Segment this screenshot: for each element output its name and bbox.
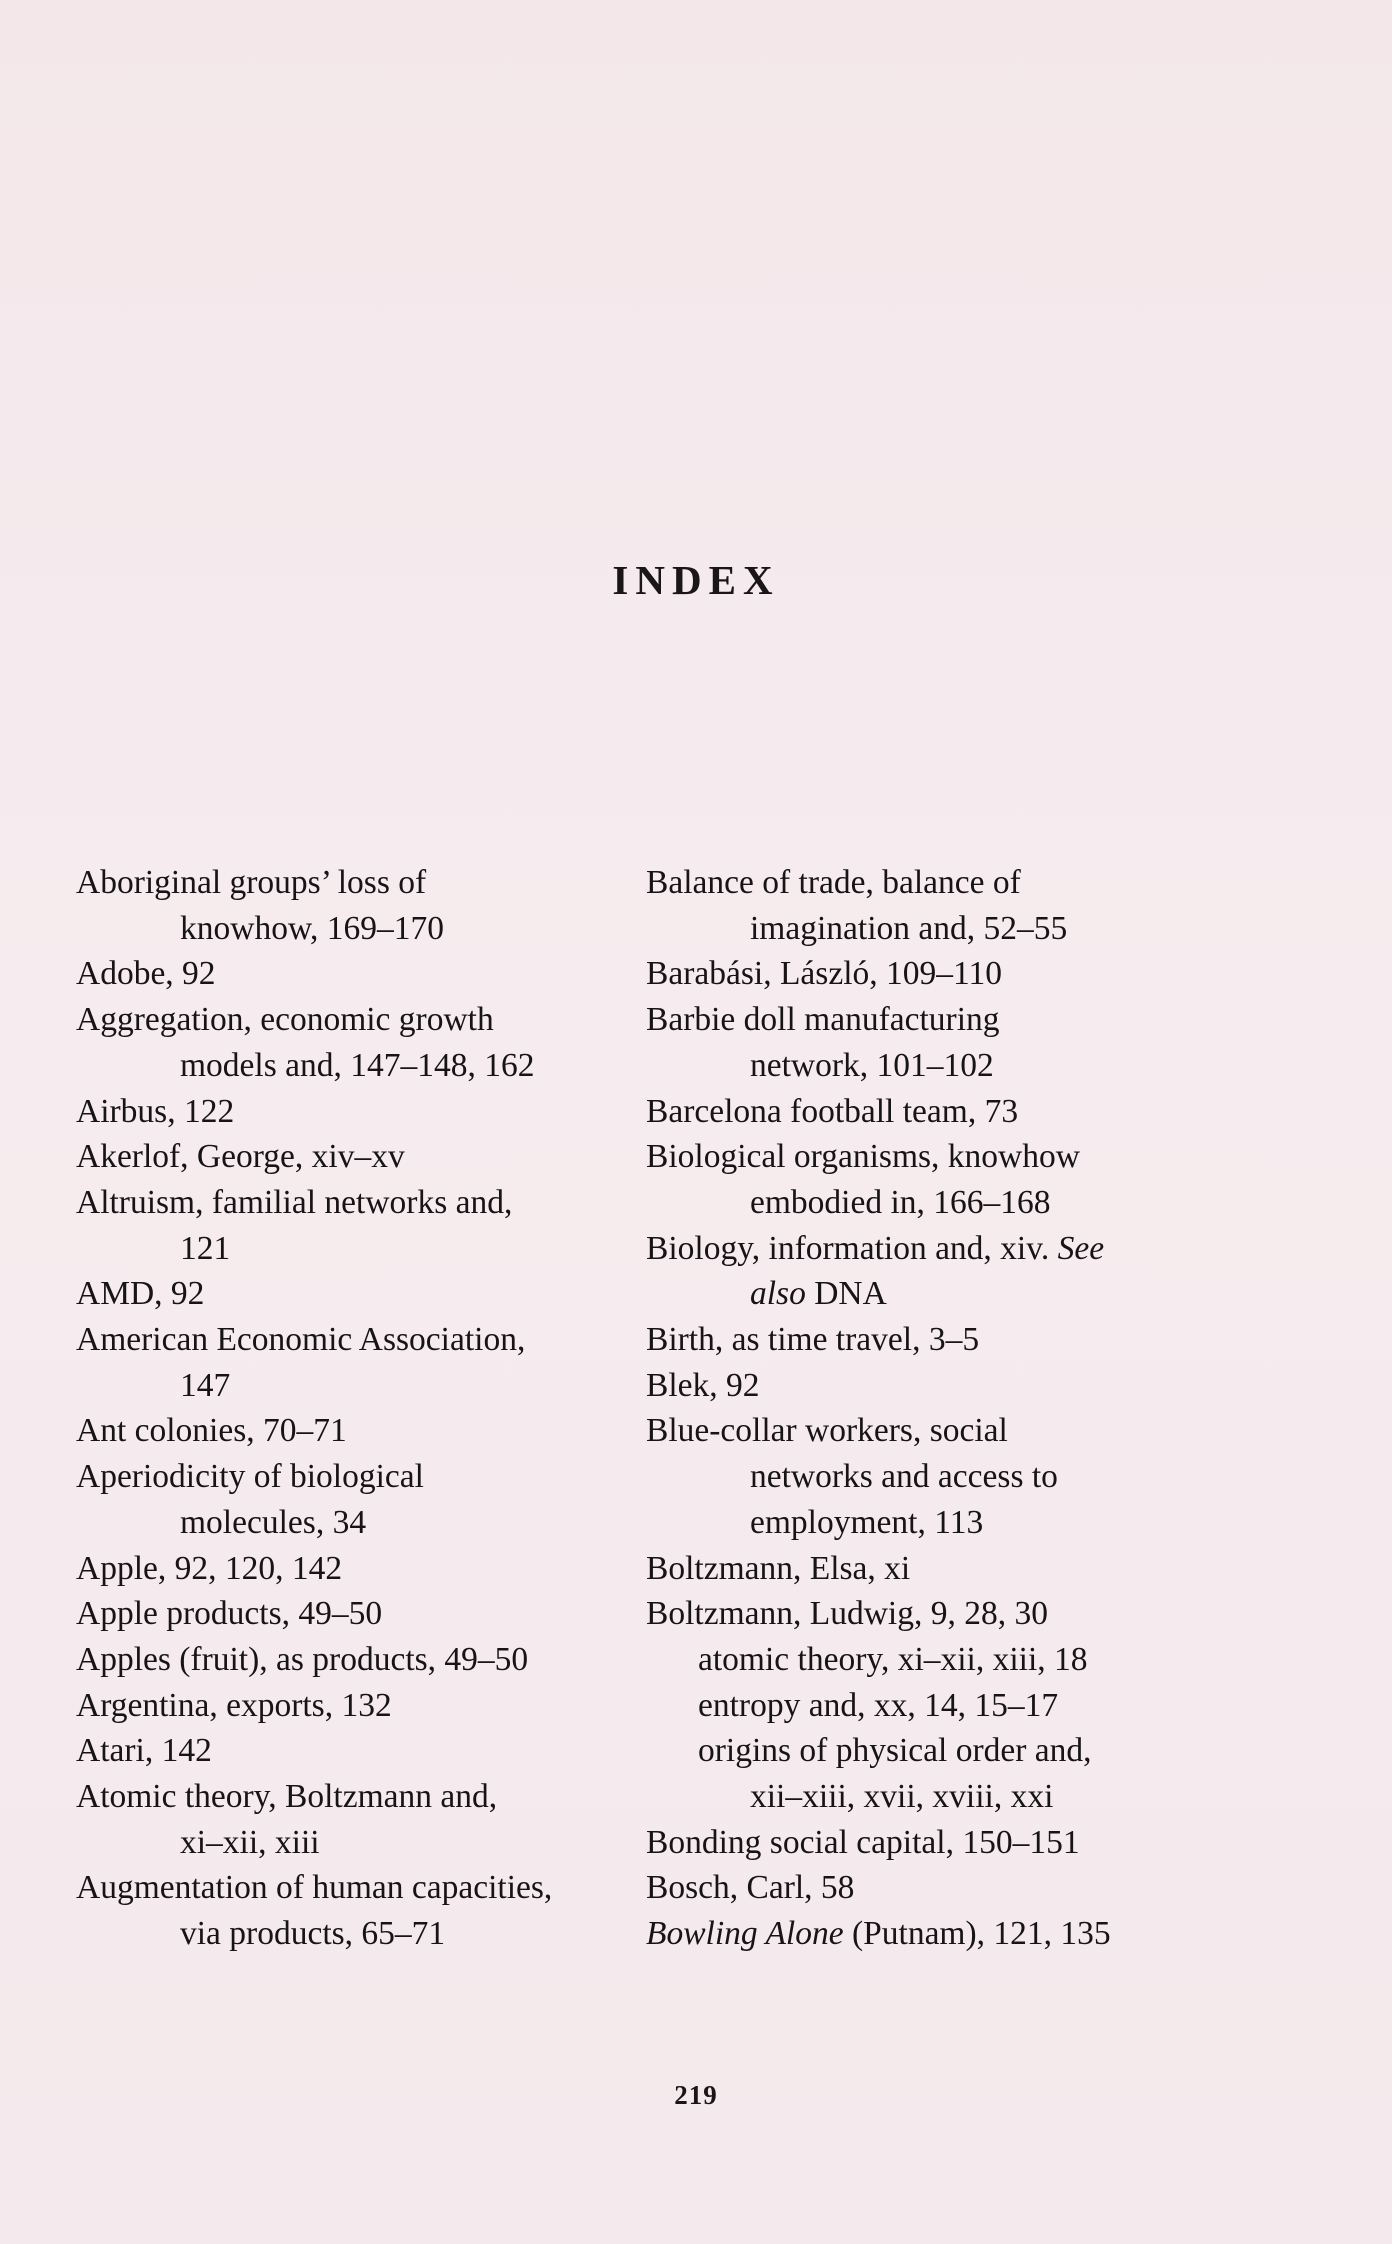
entry-text: Biological organisms, knowhow — [646, 1138, 1080, 1176]
entry-text: Adobe, 92 — [76, 955, 216, 993]
entry-text: Apple, 92, 120, 142 — [76, 1549, 343, 1587]
book-title: Bowling Alone — [646, 1915, 844, 1953]
index-entry — [646, 1089, 1166, 1135]
index-entry — [646, 1911, 1166, 1957]
entry-text: Blue-collar workers, social — [646, 1412, 1008, 1450]
entry-text: Apple products, 49–50 — [76, 1595, 383, 1633]
index-entry — [76, 1408, 646, 1454]
entry-text: employment, 113 — [750, 1503, 984, 1541]
index-subentry — [646, 1683, 1166, 1729]
index-column-left — [76, 860, 646, 1957]
entry-text: molecules, 34 — [180, 1503, 367, 1541]
index-entry — [76, 1454, 646, 1545]
index-column-right — [646, 860, 1166, 1957]
index-entry — [646, 1865, 1166, 1911]
entry-text: Altruism, familial networks and, — [76, 1183, 513, 1221]
index-subentry — [646, 1728, 1166, 1819]
index-entry — [76, 1134, 646, 1180]
entry-text: 121 — [180, 1229, 231, 1267]
index-entry — [646, 997, 1166, 1088]
entry-text: Airbus, 122 — [76, 1092, 235, 1130]
entry-text: xi–xii, xiii — [180, 1823, 320, 1861]
entry-text: AMD, 92 — [76, 1275, 205, 1313]
index-entry — [76, 951, 646, 997]
page-number: 219 — [674, 2080, 718, 2110]
entry-text: atomic theory, xi–xii, xiii, 18 — [698, 1640, 1088, 1678]
entry-text: (Putnam), 121, 135 — [843, 1915, 1111, 1953]
index-subentry — [646, 1637, 1166, 1683]
entry-text: Aggregation, economic growth — [76, 1001, 494, 1039]
index-entry — [76, 1546, 646, 1592]
index-entry — [76, 1728, 646, 1774]
entry-text: 147 — [180, 1366, 231, 1404]
entry-text: Aboriginal groups’ loss of — [76, 864, 427, 901]
index-entry — [646, 951, 1166, 997]
entry-text: Blek, 92 — [646, 1366, 760, 1404]
entry-text: via products, 65–71 — [180, 1915, 446, 1953]
index-entry — [646, 1408, 1166, 1545]
entry-text: Bosch, Carl, 58 — [646, 1869, 855, 1907]
index-entry — [646, 1317, 1166, 1363]
entry-text: American Economic Association, — [76, 1321, 526, 1359]
entry-text: entropy and, xx, 14, 15–17 — [698, 1686, 1059, 1724]
entry-text: knowhow, 169–170 — [180, 909, 444, 947]
index-entry — [76, 1637, 646, 1683]
entry-text: Ant colonies, 70–71 — [76, 1412, 347, 1450]
page-title: INDEX — [612, 557, 780, 603]
entry-text: Aperiodicity of biological — [76, 1458, 424, 1496]
index-entry — [646, 1363, 1166, 1409]
entry-text: Boltzmann, Elsa, xi — [646, 1549, 911, 1587]
entry-text: Barcelona football team, 73 — [646, 1092, 1019, 1130]
entry-text: network, 101–102 — [750, 1046, 994, 1084]
index-entry — [646, 1226, 1166, 1317]
entry-text: Boltzmann, Ludwig, 9, 28, 30 — [646, 1595, 1048, 1633]
entry-text: networks and access to — [750, 1458, 1058, 1496]
index-entry — [76, 1089, 646, 1135]
entry-text: xii–xiii, xvii, xviii, xxi — [750, 1778, 1054, 1816]
index-entry — [76, 1683, 646, 1729]
entry-text: models and, 147–148, 162 — [180, 1046, 535, 1084]
index-entry — [76, 860, 646, 951]
index-entry — [646, 1546, 1166, 1592]
index-entry — [646, 860, 1166, 951]
index-entry — [76, 1591, 646, 1637]
index-entry — [76, 1180, 646, 1271]
index-entry — [76, 1865, 646, 1956]
entry-text: embodied in, 166–168 — [750, 1183, 1051, 1221]
entry-text: Akerlof, George, xiv–xv — [76, 1138, 405, 1176]
entry-text: Argentina, exports, 132 — [76, 1686, 392, 1724]
entry-text: DNA — [805, 1275, 887, 1313]
entry-text: Barabási, László, 109–110 — [646, 955, 1003, 993]
entry-text: Atari, 142 — [76, 1732, 212, 1770]
index-entry — [76, 1317, 646, 1408]
entry-text: Birth, as time travel, 3–5 — [646, 1321, 980, 1359]
cross-reference-see: See — [1057, 1229, 1105, 1267]
entry-text: Apples (fruit), as products, 49–50 — [76, 1640, 529, 1678]
index-entry — [76, 997, 646, 1088]
entry-text: Atomic theory, Boltzmann and, — [76, 1778, 498, 1816]
index-entry — [646, 1820, 1166, 1866]
entry-text: imagination and, 52–55 — [750, 909, 1068, 947]
index-entry — [646, 1134, 1166, 1225]
entry-text: Bonding social capital, 150–151 — [646, 1823, 1080, 1861]
entry-text: Biology, information and, xiv. — [646, 1229, 1058, 1267]
entry-text: Barbie doll manufacturing — [646, 1001, 1000, 1039]
cross-reference-also: also — [750, 1275, 806, 1313]
index-entry — [76, 1774, 646, 1865]
entry-text: origins of physical order and, — [698, 1732, 1092, 1770]
entry-text: Augmentation of human capacities, — [76, 1869, 553, 1907]
index-entry — [76, 1271, 646, 1317]
entry-text: Balance of trade, balance of — [646, 864, 1021, 901]
index-entry — [646, 1591, 1166, 1637]
